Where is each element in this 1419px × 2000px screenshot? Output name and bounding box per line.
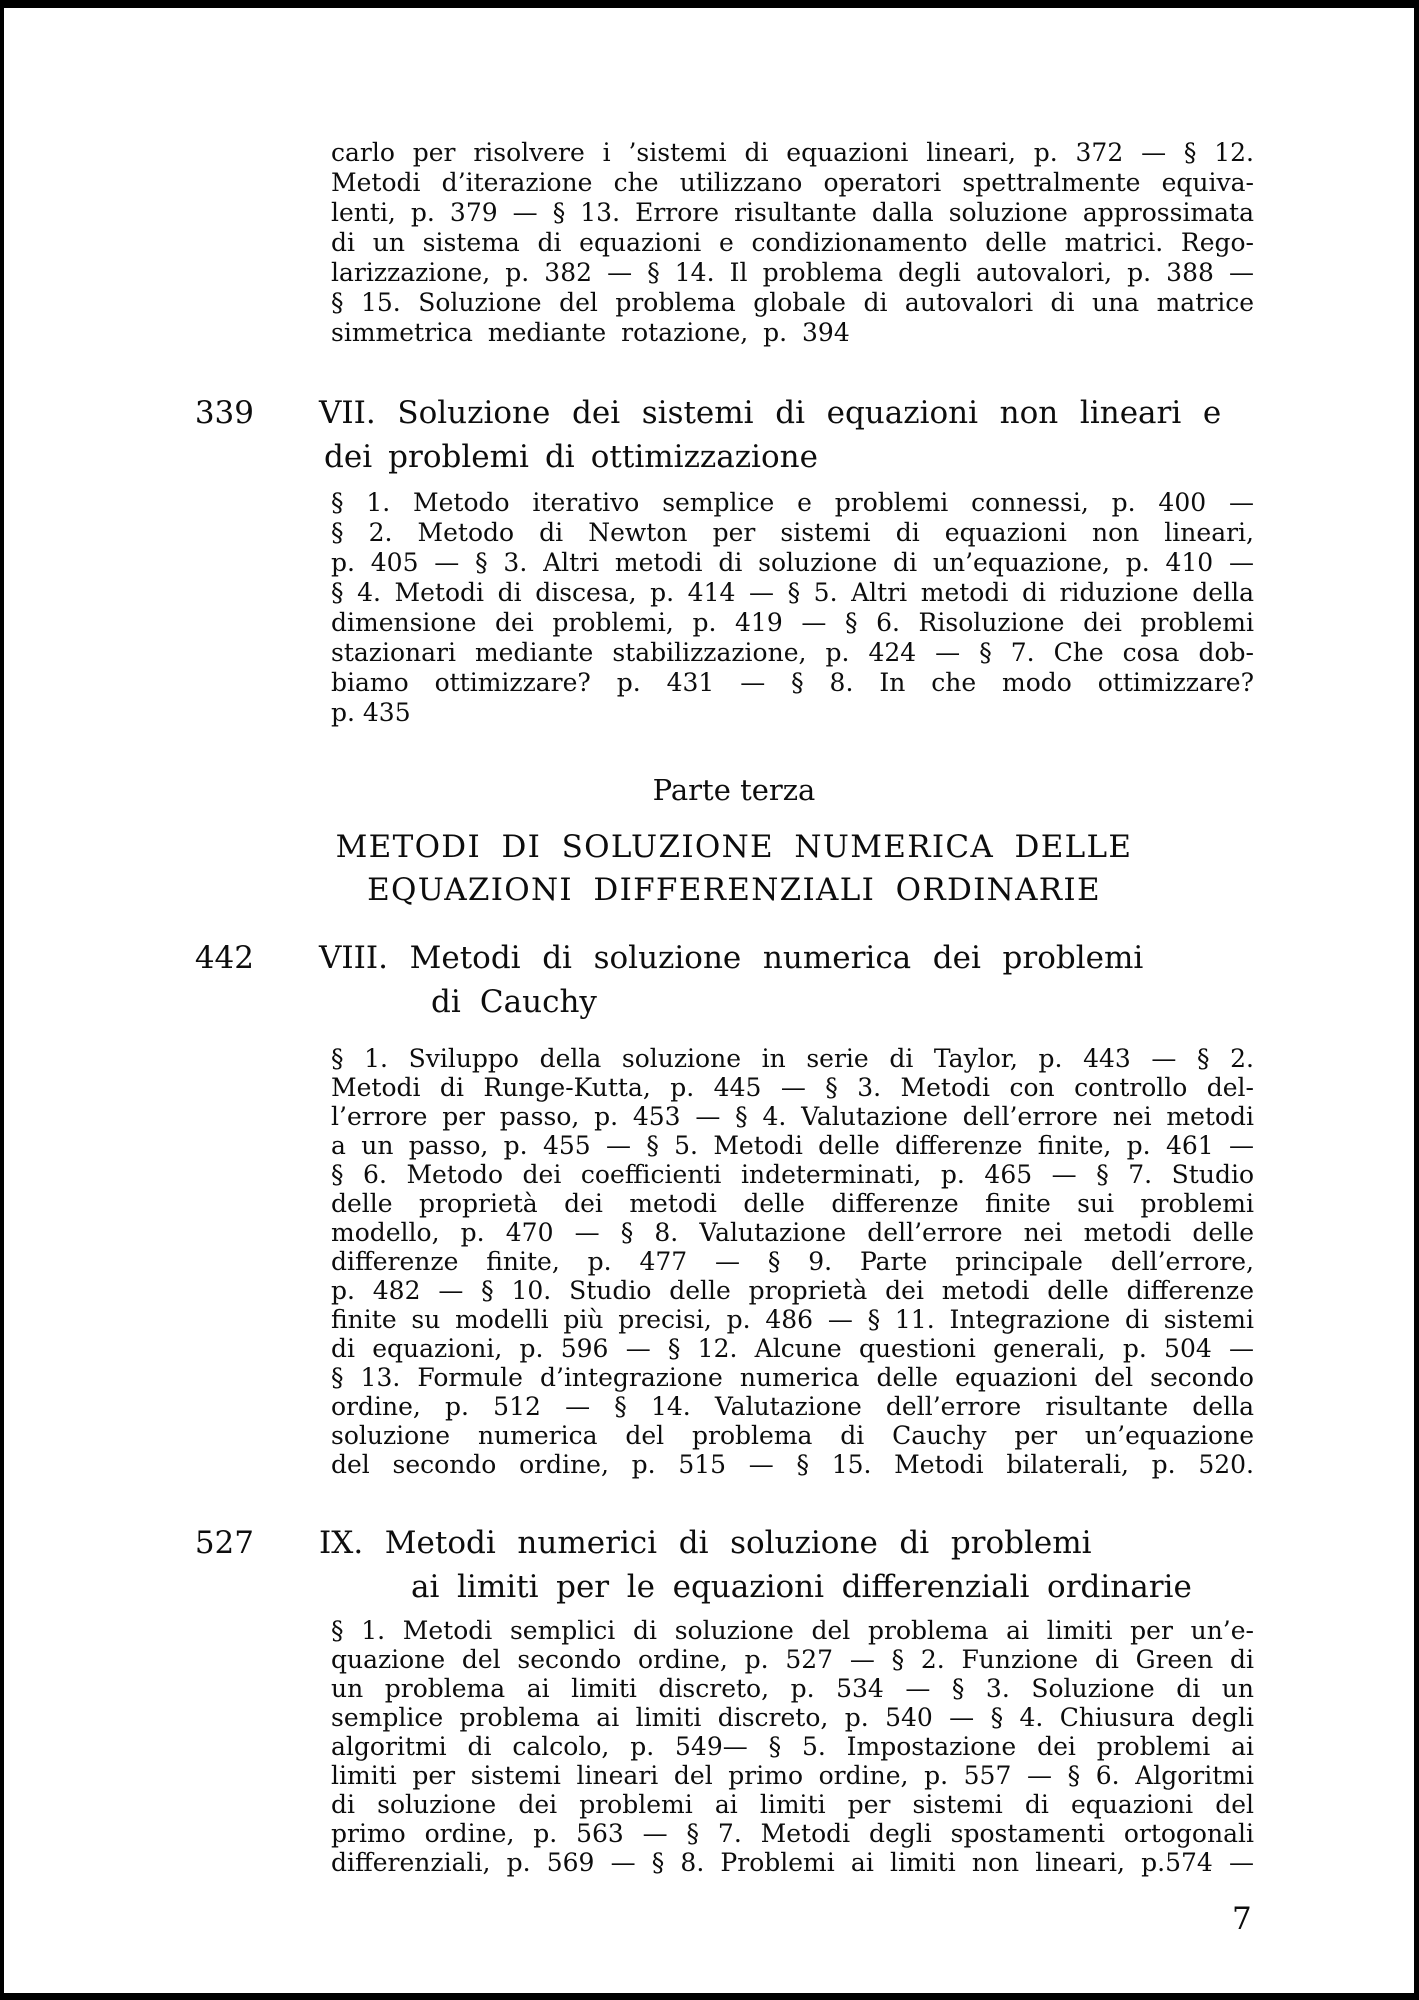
text-line: ordine, p. 512 — § 14. Valutazione dell’errore risultante della (331, 1392, 1254, 1421)
text-line: di equazioni, p. 596 — § 12. Alcune questioni generali, p. 504 — (331, 1334, 1254, 1363)
text-line: delle proprietà dei metodi delle differenze finite sui problemi (331, 1189, 1254, 1218)
text-line: § 1. Metodi semplici di soluzione del problema ai limiti per un’e- (331, 1616, 1254, 1645)
text-line: p. 405 — § 3. Altri metodi di soluzione di un’equazione, p. 410 — (331, 548, 1254, 577)
text-line: stazionari mediante stabilizzazione, p. 424 — § 7. Che cosa dob- (331, 638, 1254, 667)
text-line: p. 435 (331, 698, 411, 727)
chapter-7-heading (319, 391, 1259, 479)
text-line: § 6. Metodo dei coefficienti indeterminati, p. 465 — § 7. Studio (331, 1160, 1254, 1189)
text-line: differenziali, p. 569 — § 8. Problemi ai limiti non lineari, p.574 — (331, 1848, 1254, 1877)
text-line: modello, p. 470 — § 8. Valutazione dell’errore nei metodi delle (331, 1218, 1254, 1247)
part-title (294, 826, 1174, 912)
text-line: ai limiti per le equazioni differenziali ordinarie (411, 1569, 1192, 1605)
chapter-7-sections-paragraph (331, 488, 1254, 728)
text-line: VII. Soluzione dei sistemi di equazioni non lineari e (319, 395, 1222, 431)
chapter-8-sections-paragraph (331, 1044, 1254, 1479)
chapter-9-sections-paragraph (331, 1616, 1254, 1877)
chapter-8-heading (319, 936, 1259, 1024)
text-line: larizzazione, p. 382 — § 14. Il problema degli autovalori, p. 388 — (331, 258, 1254, 287)
text-line: di un sistema di equazioni e condizionamento delle matrici. Rego- (331, 228, 1254, 257)
part-label: Parte terza (652, 773, 816, 807)
text-line: § 2. Metodo di Newton per sistemi di equazioni non lineari, (331, 518, 1254, 547)
chapter-8-page-number: 442 (194, 940, 254, 976)
text-line: differenze finite, p. 477 — § 9. Parte principale dell’errore, (331, 1247, 1254, 1276)
text-line: algoritmi di calcolo, p. 549— § 5. Impostazione dei problemi ai (331, 1732, 1254, 1761)
text-line: EQUAZIONI DIFFERENZIALI ORDINARIE (367, 872, 1101, 908)
text-line: Metodi di Runge-Kutta, p. 445 — § 3. Metodi con controllo del- (331, 1073, 1254, 1102)
text-line: § 13. Formule d’integrazione numerica delle equazioni del secondo (331, 1363, 1254, 1392)
chapter-9-page-number: 527 (194, 1525, 254, 1561)
text-line: VIII. Metodi di soluzione numerica dei problemi (319, 940, 1144, 976)
text-line: dei problemi di ottimizzazione (324, 439, 818, 475)
text-line: § 1. Sviluppo della soluzione in serie di Taylor, p. 443 — § 2. (331, 1044, 1254, 1073)
text-line: del secondo ordine, p. 515 — § 15. Metodi bilaterali, p. 520. (331, 1450, 1254, 1479)
text-line: METODI DI SOLUZIONE NUMERICA DELLE (335, 829, 1133, 865)
text-line: di soluzione dei problemi ai limiti per sistemi di equazioni del (331, 1790, 1254, 1819)
chapter-9-heading (319, 1521, 1259, 1609)
text-line: § 1. Metodo iterativo semplice e problemi connessi, p. 400 — (331, 488, 1254, 517)
text-line: biamo ottimizzare? p. 431 — § 8. In che modo ottimizzare? (331, 668, 1254, 697)
text-line: IX. Metodi numerici di soluzione di problemi (319, 1525, 1092, 1561)
text-line: limiti per sistemi lineari del primo ordine, p. 557 — § 6. Algoritmi (331, 1761, 1254, 1790)
text-line: lenti, p. 379 — § 13. Errore risultante dalla soluzione approssimata (331, 198, 1254, 227)
text-line: primo ordine, p. 563 — § 7. Metodi degli spostamenti ortogonali (331, 1819, 1254, 1848)
text-line: a un passo, p. 455 — § 5. Metodi delle differenze finite, p. 461 — (331, 1131, 1254, 1160)
text-line: Metodi d’iterazione che utilizzano operatori spettralmente equiva- (331, 168, 1254, 197)
text-line: semplice problema ai limiti discreto, p. 540 — § 4. Chiusura degli (331, 1703, 1254, 1732)
toc-continuation-paragraph (331, 138, 1254, 348)
text-line: soluzione numerica del problema di Cauchy per un’equazione (331, 1421, 1254, 1450)
text-line: finite su modelli più precisi, p. 486 — § 11. Integrazione di sistemi (331, 1305, 1254, 1334)
text-line: p. 482 — § 10. Studio delle proprietà dei metodi delle differenze (331, 1276, 1254, 1305)
text-line: simmetrica mediante rotazione, p. 394 (331, 318, 850, 347)
text-line: l’errore per passo, p. 453 — § 4. Valutazione dell’errore nei metodi (331, 1102, 1254, 1131)
text-line: dimensione dei problemi, p. 419 — § 6. Risoluzione dei problemi (331, 608, 1254, 637)
text-line: un problema ai limiti discreto, p. 534 — § 3. Soluzione di un (331, 1674, 1254, 1703)
chapter-7-page-number: 339 (194, 395, 254, 431)
text-line: quazione del secondo ordine, p. 527 — § 2. Funzione di Green di (331, 1645, 1254, 1674)
page-number: 7 (1232, 1901, 1252, 1937)
text-line: di Cauchy (431, 984, 597, 1020)
text-line: carlo per risolvere i ’sistemi di equazioni lineari, p. 372 — § 12. (331, 138, 1254, 167)
text-line: § 15. Soluzione del problema globale di autovalori di una matrice (331, 288, 1254, 317)
text-line: § 4. Metodi di discesa, p. 414 — § 5. Altri metodi di riduzione della (331, 578, 1254, 607)
